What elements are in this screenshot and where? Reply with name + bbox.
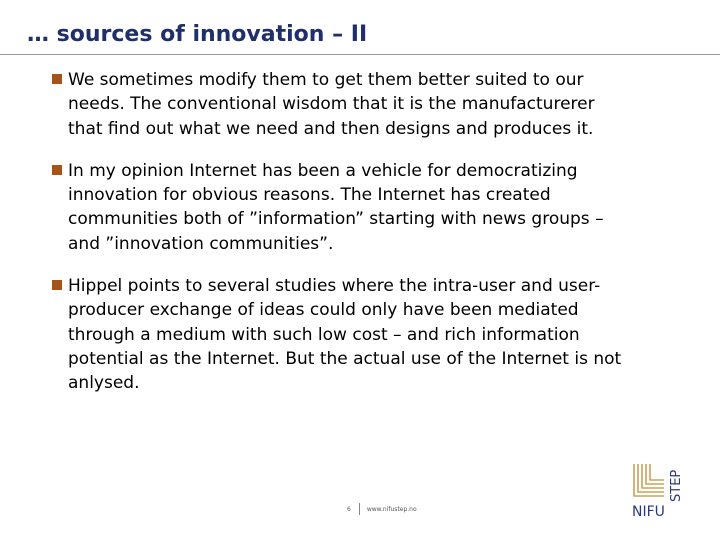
bullet-square-icon bbox=[52, 165, 62, 175]
title-divider bbox=[0, 54, 720, 55]
footer bbox=[347, 503, 417, 515]
footer-url: www.nifustep.no bbox=[366, 505, 417, 513]
bullet-list bbox=[52, 68, 622, 396]
nifu-step-logo bbox=[630, 462, 686, 522]
bullet-square-icon bbox=[52, 280, 62, 290]
bullet-item bbox=[52, 68, 622, 141]
logo-l-mark-icon bbox=[634, 464, 664, 496]
logo-text-main: NIFU bbox=[632, 504, 665, 520]
bullet-text: We sometimes modify them to get them better suited to our needs. The conventional wisdom that it is the manufacturerer that find out what we need and then designs and produces it. bbox=[68, 70, 595, 139]
bullet-square-icon bbox=[52, 74, 62, 84]
bullet-item bbox=[52, 274, 622, 395]
footer-separator bbox=[359, 503, 360, 515]
bullet-text: In my opinion Internet has been a vehicle for democratizing innovation for obvious reasons. The Internet has created communities both of ”information” starting with news groups – and ”innovation communities”. bbox=[68, 160, 604, 254]
slide-title: … sources of innovation – II bbox=[27, 22, 368, 47]
bullet-item bbox=[52, 159, 622, 256]
bullet-text: Hippel points to several studies where the intra-user and user-producer exchange of ideas could only have been mediated through a medium with such low cost – and rich information potential as the Internet. But the actual use of the Internet is not anlysed. bbox=[68, 276, 622, 394]
page-number: 6 bbox=[347, 505, 351, 513]
logo-text-side: STEP bbox=[669, 469, 684, 502]
